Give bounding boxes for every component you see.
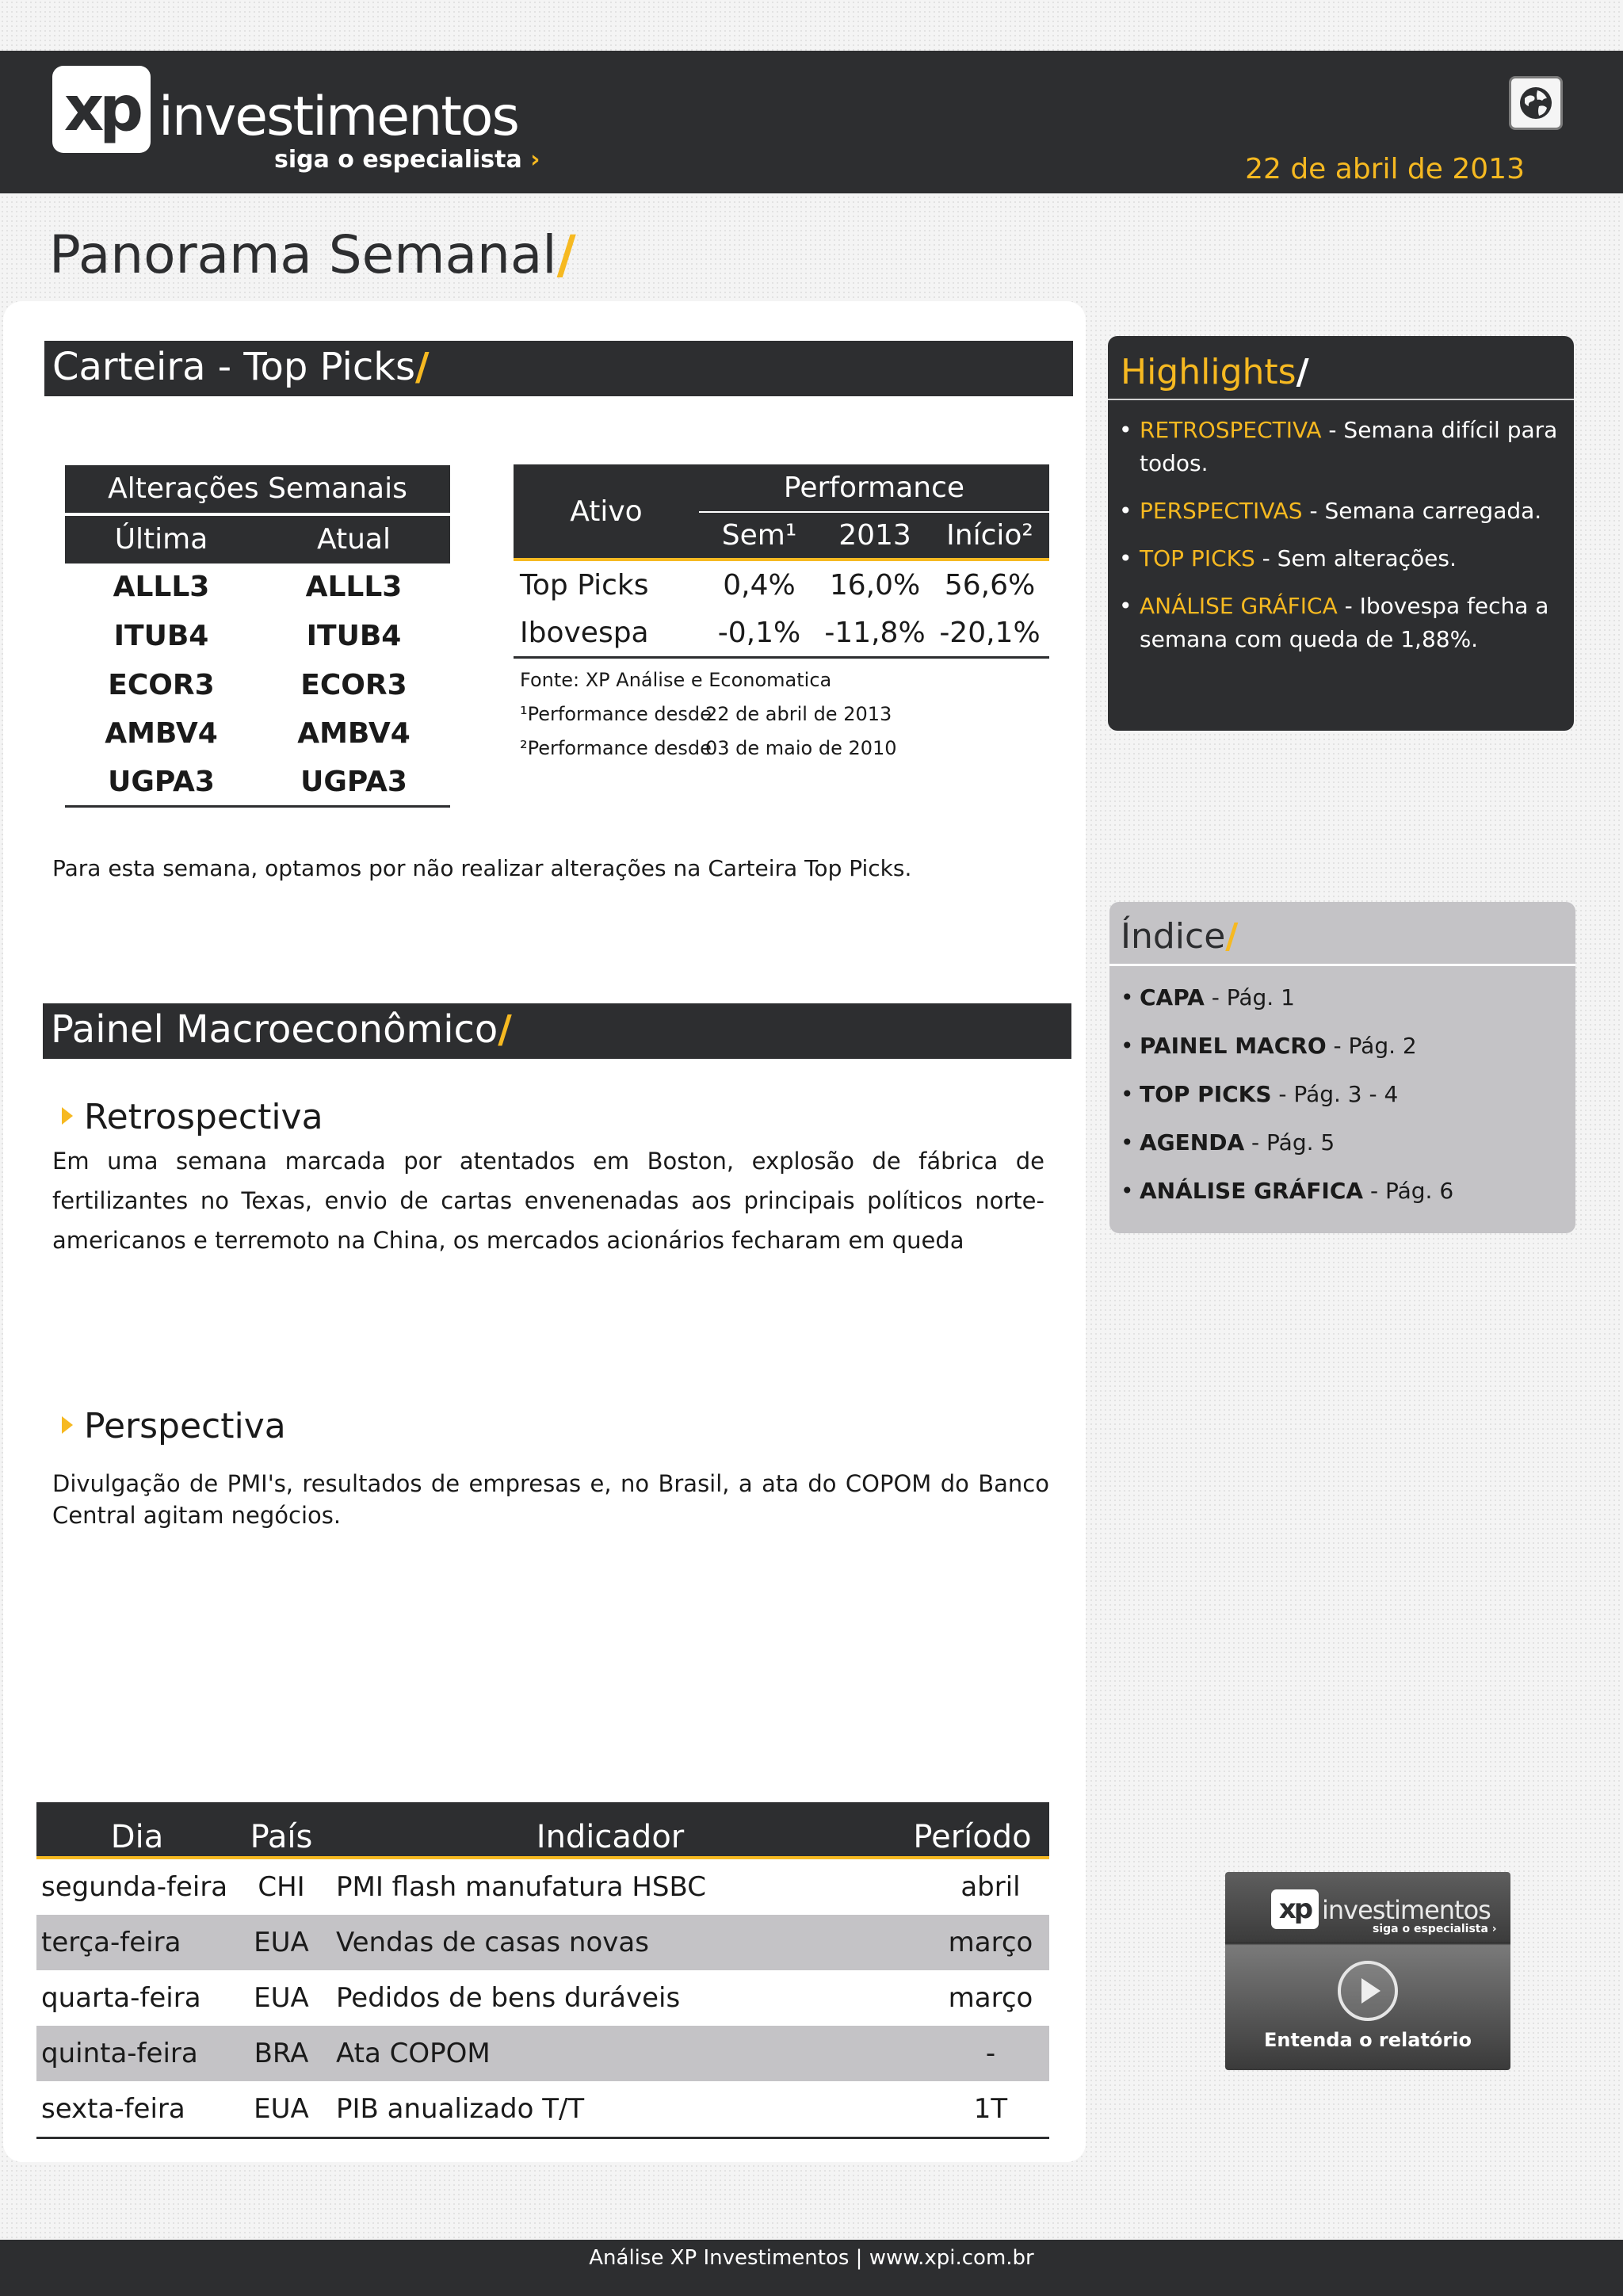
ultima-cell: ITUB4 [113,620,209,652]
inicio-cell: 56,6% [944,569,1036,602]
highlight-key: PERSPECTIVAS [1140,498,1303,524]
ativo-cell: Top Picks [520,569,649,602]
table-row [36,1859,1049,1915]
globe-button[interactable] [1509,76,1563,130]
section-carteira-header [44,341,1073,396]
table-row [514,561,1049,610]
dia-cell: terça-feira [41,1927,181,1958]
highlight-key: RETROSPECTIVA [1140,417,1322,443]
sem-cell: 0,4% [723,569,796,602]
highlight-text: - Semana difícil para todos. [1140,417,1558,476]
indice-item-top-picks[interactable] [1121,1078,1569,1111]
table-row [36,1970,1049,2026]
table-row [36,2081,1049,2137]
indicador-cell: Pedidos de bens duráveis [336,1982,681,2014]
pais-cell: EUA [254,2093,309,2125]
y2013-cell: 16,0% [829,569,921,602]
atual-cell: ALLL3 [305,571,403,603]
list-item [1119,414,1568,480]
dia-cell: sexta-feira [41,2093,185,2125]
highlight-key: TOP PICKS [1140,545,1255,571]
pais-cell: CHI [258,1871,305,1903]
col-atual: Atual [317,523,391,556]
col-sem: Sem¹ [721,519,797,552]
indice-item-analise-grafica[interactable] [1121,1175,1569,1208]
col-indicador: Indicador [536,1819,685,1855]
caret-right-icon [62,1107,73,1125]
ativo-cell: Ibovespa [520,617,649,649]
indice-list [1121,981,1569,1223]
indicador-cell: Ata COPOM [336,2038,491,2069]
sem-cell: -0,1% [717,617,801,649]
indicador-cell: PMI flash manufatura HSBC [336,1871,706,1903]
indice-page: - Pág. 6 [1363,1178,1454,1204]
perspectiva-heading [62,1404,286,1449]
page-title-text: Panorama Semanal [49,224,557,285]
highlight-key: ANÁLISE GRÁFICA [1140,593,1338,619]
table-row [36,2026,1049,2081]
play-icon[interactable] [1338,1961,1398,2021]
retrospectiva-heading [62,1095,323,1140]
pais-cell: BRA [254,2038,309,2069]
ultima-cell: ECOR3 [108,669,215,701]
table-row [65,709,450,758]
highlights-slash: / [1296,352,1309,392]
report-date: 22 de abril de 2013 [1245,153,1525,185]
perspectiva-text: Divulgação de PMI's, resultados de empresas e, no Brasil, a ata do COPOM do Banco Central agitam negócios. [52,1470,1049,1529]
atual-cell: ITUB4 [306,620,402,652]
col-pais: País [250,1819,313,1855]
video-logo-slogan: siga o especialista › [1373,1923,1497,1935]
logo-slogan [274,146,540,174]
atual-cell: AMBV4 [297,717,411,750]
indice-page: - Pág. 1 [1204,984,1295,1010]
indice-page: - Pág. 5 [1244,1129,1335,1156]
pais-cell: EUA [254,1982,309,2014]
indice-key: ANÁLISE GRÁFICA [1140,1178,1364,1204]
footer: Análise XP Investimentos | www.xpi.com.br [0,2240,1623,2296]
periodo-cell: março [948,1982,1033,2014]
video-caption: Entenda o relatório [1264,2029,1472,2051]
video-logo-wordmark: investimentos [1322,1895,1491,1925]
indice-item-painel-macro[interactable] [1121,1030,1569,1063]
alteracoes-subheader [65,516,450,563]
slogan-text: siga o especialista [274,146,522,174]
section-macro-header [43,1003,1071,1059]
fonte-note: Fonte: XP Análise e Economatica [520,669,832,691]
nota1-label: ¹Performance desde [520,703,712,725]
indice-key: CAPA [1140,984,1205,1010]
indice-page: - Pág. 2 [1326,1033,1417,1059]
logo-wordmark: investimentos [158,86,518,148]
caret-right-icon [62,1416,73,1434]
list-item [1119,495,1568,528]
perspectiva-title: Perspectiva [84,1406,286,1446]
carteira-comment: Para esta semana, optamos por não realizar alterações na Carteira Top Picks. [52,855,912,881]
periodo-cell: abril [960,1871,1021,1903]
globe-icon [1518,86,1553,120]
y2013-cell: -11,8% [824,617,926,649]
highlights-heading [1121,349,1309,396]
table-row [36,1915,1049,1970]
indicador-cell: PIB anualizado T/T [336,2093,585,2125]
alteracoes-bottom-rule [65,805,450,808]
indice-page: - Pág. 3 - 4 [1271,1081,1399,1107]
section-macro-title: Painel Macroeconômico [51,1007,498,1052]
indice-title: Índice [1121,916,1226,957]
nota2-label: ²Performance desde [520,737,712,759]
highlights-divider [1108,399,1574,400]
atual-cell: UGPA3 [300,766,407,798]
list-item [1119,542,1568,575]
col-ativo: Ativo [570,495,643,528]
slogan-chevron-icon: › [530,146,540,174]
table-row [65,758,450,807]
inicio-cell: -20,1% [939,617,1041,649]
indice-heading [1121,913,1238,961]
col-inicio: Início² [946,519,1033,552]
col-periodo: Período [913,1819,1032,1855]
retrospectiva-title: Retrospectiva [84,1097,323,1137]
indicador-cell: Vendas de casas novas [336,1927,649,1958]
highlight-text: - Sem alterações. [1254,545,1457,571]
periodo-cell: 1T [973,2093,1008,2125]
periodo-cell: - [985,2038,996,2069]
indice-item-agenda[interactable] [1121,1126,1569,1159]
alteracoes-header: Alterações Semanais [65,465,450,513]
video-logo-mark: xp [1271,1889,1319,1929]
table-row [514,609,1049,658]
atual-cell: ECOR3 [300,669,407,701]
ultima-cell: AMBV4 [105,717,218,750]
indice-slash: / [1225,916,1239,957]
table-row [65,661,450,710]
list-item [1119,590,1568,656]
col-performance: Performance [783,472,965,504]
col-ultima: Última [114,523,208,556]
table-row [65,612,450,661]
performance-divider [699,511,1049,513]
title-slash: / [556,224,576,285]
indice-key: PAINEL MACRO [1140,1033,1327,1059]
col-2013: 2013 [838,519,911,552]
page-title [49,223,576,287]
dia-cell: segunda-feira [41,1871,228,1903]
section-slash: / [498,1007,512,1052]
nota1-date: 22 de abril de 2013 [705,703,892,725]
retrospectiva-text: Em uma semana marcada por atentados em Boston, explosão de fábrica de fertilizantes no Texas, envio de cartas envenenadas aos principais políticos norte-americanos e terremoto na China, os mercados acionários fecharam em queda [52,1148,1044,1254]
indice-key: TOP PICKS [1140,1081,1272,1107]
highlights-list [1119,414,1568,670]
table-row [65,563,450,612]
agenda-bottom-rule [36,2137,1049,2139]
dia-cell: quinta-feira [41,2038,198,2069]
periodo-cell: março [948,1927,1033,1958]
highlight-text: - Ibovespa fecha a semana com queda de 1,88%. [1140,593,1549,652]
indice-item-capa[interactable] [1121,981,1569,1014]
section-carteira-title: Carteira - Top Picks [52,345,416,389]
ultima-cell: ALLL3 [113,571,210,603]
agenda-header [36,1802,1049,1858]
indice-divider [1109,964,1575,966]
logo-mark: xp [63,74,139,145]
col-dia: Dia [110,1819,164,1855]
ultima-cell: UGPA3 [108,766,215,798]
performance-bottom-rule [514,656,1049,659]
dia-cell: quarta-feira [41,1982,201,2014]
highlights-title: Highlights [1121,352,1296,392]
nota2-date: 03 de maio de 2010 [705,737,897,759]
indice-key: AGENDA [1140,1129,1245,1156]
pais-cell: EUA [254,1927,309,1958]
section-slash: / [415,345,430,389]
highlight-text: - Semana carregada. [1302,498,1542,524]
